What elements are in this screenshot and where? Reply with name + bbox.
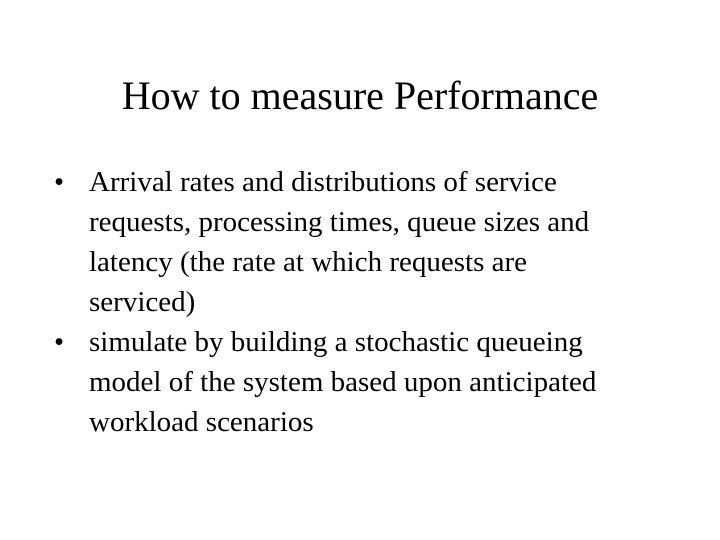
bullet-text-line: simulate by building a stochastic queueing: [89, 326, 583, 358]
slide-title: How to measure Performance: [121, 73, 599, 118]
bullet-text-line: serviced): [89, 286, 196, 318]
bullet-text-line: requests, processing times, queue sizes and: [89, 206, 590, 238]
bullet-item: [54, 162, 674, 322]
bullet-text-line: latency (the rate at which requests are: [89, 246, 528, 278]
bullet-list: [54, 162, 674, 442]
bullet-icon: •: [54, 326, 65, 358]
bullet-text-line: model of the system based upon anticipated: [89, 366, 597, 398]
bullet-icon: •: [54, 166, 65, 198]
bullet-text-line: workload scenarios: [89, 406, 314, 438]
bullet-text-line: Arrival rates and distributions of service: [89, 166, 557, 198]
bullet-item: [54, 322, 674, 442]
